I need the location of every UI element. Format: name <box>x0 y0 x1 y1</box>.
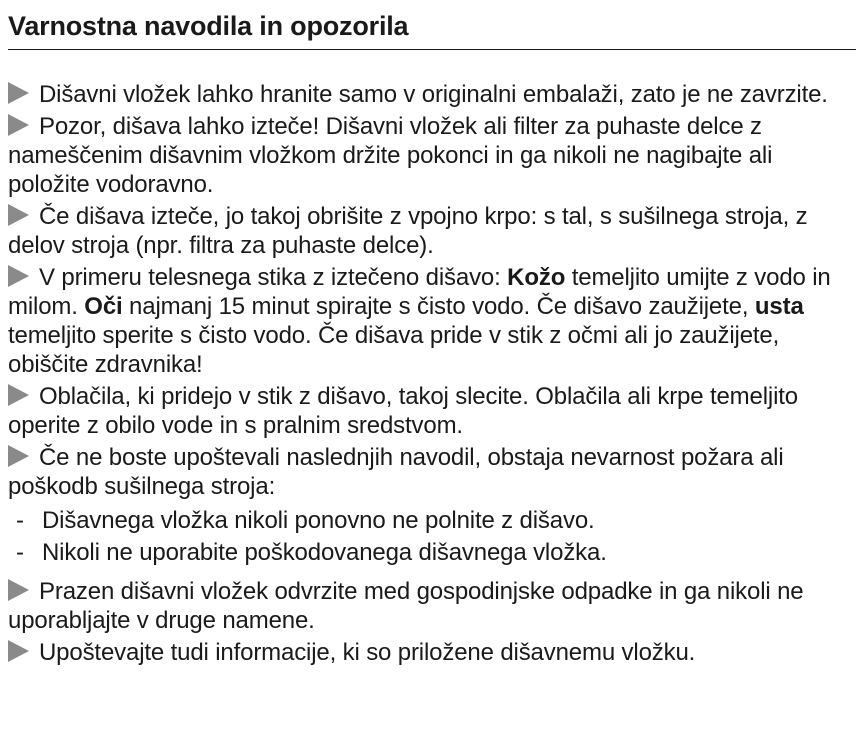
paragraph-text: najmanj 15 minut spirajte s čisto vodo. Če dišavo zaužijete, <box>122 293 755 320</box>
dash-marker: - <box>16 507 24 534</box>
instruction-paragraph <box>8 382 856 440</box>
paragraph-text: temeljito umijte z vodo in milom. <box>8 264 831 320</box>
bold-term-skin: Kožo <box>507 264 566 291</box>
list-item-text: Dišavnega vložka nikoli ponovno ne polnite z dišavo. <box>42 507 595 534</box>
triangle-bullet-icon <box>8 204 29 226</box>
triangle-bullet-icon <box>8 445 29 467</box>
triangle-bullet-icon <box>8 640 29 662</box>
instructions-body <box>8 80 856 667</box>
safety-instructions-page <box>8 0 856 670</box>
paragraph-text: Če ne boste upoštevali naslednjih navodil, obstaja nevarnost požara ali poškodb sušilnega stroja: <box>8 444 784 500</box>
bold-term-mouth: usta <box>754 293 804 320</box>
triangle-bullet-icon <box>8 82 29 104</box>
paragraph-text: Če dišava izteče, jo takoj obrišite z vpojno krpo: s tal, s sušilnega stroja, z delov stroja (npr. filtra za puhaste delce). <box>8 203 808 259</box>
instruction-paragraph <box>8 202 856 260</box>
paragraph-text: Prazen dišavni vložek odvrzite med gospodinjske odpadke in ga nikoli ne uporabljajte v druge namene. <box>8 578 804 634</box>
triangle-bullet-icon <box>8 384 29 406</box>
triangle-bullet-icon <box>8 579 29 601</box>
instruction-paragraph <box>8 80 856 109</box>
paragraph-text: Oblačila, ki pridejo v stik z dišavo, takoj slecite. Oblačila ali krpe temeljito operite z obilo vode in s pralnim sredstvom. <box>8 383 798 439</box>
instruction-paragraph <box>8 443 856 501</box>
list-item <box>8 537 856 569</box>
paragraph-text: Pozor, dišava lahko izteče! Dišavni vložek ali filter za puhaste delce z nameščenim dišavnim vložkom držite pokonci in ga nikoli ne nagibajte ali položite vodoravno. <box>8 113 773 198</box>
instruction-paragraph <box>8 577 856 635</box>
paragraph-text: V primeru telesnega stika z iztečeno dišavo: <box>39 264 508 291</box>
bold-term-eyes: Oči <box>84 293 123 320</box>
instruction-paragraph-contact <box>8 263 856 379</box>
triangle-bullet-icon <box>8 114 29 136</box>
triangle-bullet-icon <box>8 265 29 287</box>
instruction-paragraph <box>8 112 856 199</box>
paragraph-text: Upoštevajte tudi informacije, ki so priložene dišavnemu vložku. <box>39 639 696 666</box>
warning-dash-list <box>8 505 856 569</box>
page-title: Varnostna navodila in opozorila <box>8 0 856 50</box>
instruction-paragraph <box>8 638 856 667</box>
paragraph-text: temeljito sperite s čisto vodo. Če dišava pride v stik z očmi ali jo zaužijete, obiščite zdravnika! <box>8 322 780 378</box>
list-item-text: Nikoli ne uporabite poškodovanega dišavnega vložka. <box>42 539 607 566</box>
paragraph-text: Dišavni vložek lahko hranite samo v originalni embalaži, zato je ne zavrzite. <box>39 81 828 108</box>
dash-marker: - <box>16 539 24 566</box>
list-item <box>8 505 856 537</box>
